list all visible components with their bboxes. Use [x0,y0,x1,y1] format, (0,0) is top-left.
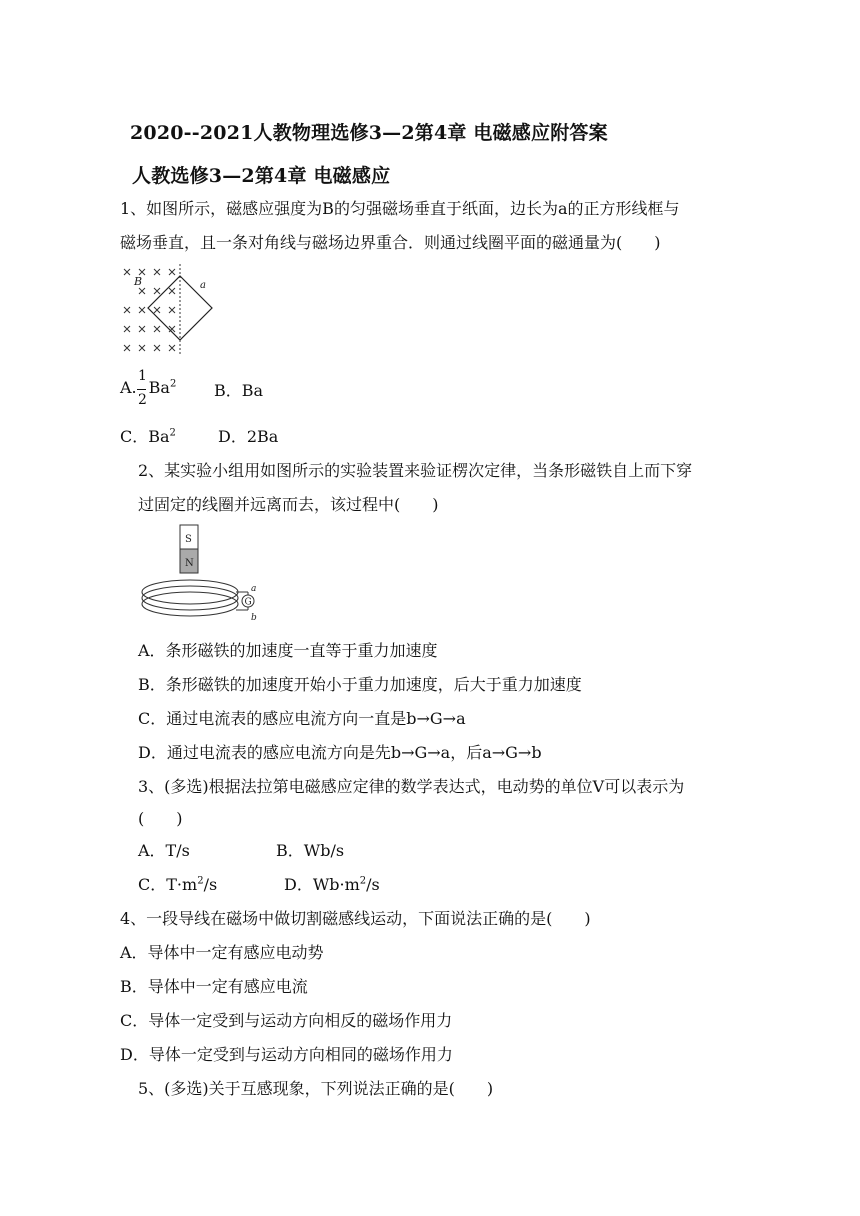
q5-stem: 5、(多选)关于互感现象，下列说法正确的是( ) [138,1079,494,1098]
galvanometer-g-label: G [244,597,252,608]
field-cross-mark [169,345,175,351]
field-cross-mark [139,288,145,294]
document-title: 2020--2021人教物理选修3—2第4章 电磁感应附答案 [130,122,608,144]
field-cross-mark [154,345,160,351]
field-cross-mark [124,307,130,313]
q2-stem-line2: 过固定的线圈并远离而去，该过程中( ) [138,495,439,514]
q3-option-a: A．T/s [138,841,190,860]
field-B-label: B [134,275,143,288]
q1-magnetic-field-figure [118,262,228,358]
coil-loops [142,580,238,616]
q1-option-c: C．Ba$^2$ [120,427,176,446]
field-cross-mark [154,307,160,313]
field-cross-mark [139,345,145,351]
q4-option-d: D．导体一定受到与运动方向相同的磁场作用力 [120,1045,453,1064]
q2-option-c: C．通过电流表的感应电流方向一直是b→G→a [138,709,466,728]
q3-option-d: D．$Wb\cdot m^2/s$ [284,875,380,894]
field-cross-mark [154,288,160,294]
field-cross-mark [169,288,175,294]
q2-stem-line1: 2、某实验小组用如图所示的实验装置来验证楞次定律，当条形磁铁自上而下穿 [138,461,693,480]
terminal-b-label: b [251,613,257,623]
q3-stem-line1: 3、(多选)根据法拉第电磁感应定律的数学表达式，电动势的单位V可以表示为 [138,777,685,796]
field-cross-mark [169,307,175,313]
magnet-s-label: S [185,534,192,545]
q1-option-d: D．2Ba [218,427,279,446]
field-cross-mark [154,269,160,275]
q1-option-a-denominator: 2 [138,392,147,408]
q3-stem-line2: ( ) [138,809,183,828]
magnet-n-label: N [185,558,194,569]
q3-option-c: C．$T\cdot m^2/s$ [138,875,218,894]
q2-option-d: D．通过电流表的感应电流方向是先b→G→a，后a→G→b [138,743,542,762]
field-cross-mark [124,326,130,332]
field-cross-mark [139,326,145,332]
q3-option-b: B．Wb/s [276,841,345,860]
q2-option-a: A．条形磁铁的加速度一直等于重力加速度 [138,641,438,660]
field-cross-mark [169,269,175,275]
side-a-label: a [200,280,206,291]
q4-option-a: A．导体中一定有感应电动势 [120,943,324,962]
field-cross-mark [124,345,130,351]
q4-stem: 4、一段导线在磁场中做切割磁感线运动，下面说法正确的是( ) [120,909,591,928]
q1-fraction-bar [137,389,146,390]
q1-option-a: A. Ba$^2$ [120,378,177,397]
q4-option-c: C．导体一定受到与运动方向相反的磁场作用力 [120,1011,453,1030]
q1-stem-line2: 磁场垂直，且一条对角线与磁场边界重合．则通过线圈平面的磁通量为( ) [120,233,661,252]
q1-option-a-numerator: 1 [138,368,147,384]
terminal-a-label: a [251,584,257,594]
section-title: 人教选修3—2第4章 电磁感应 [132,165,391,187]
field-cross-mark [169,326,175,332]
field-cross-mark [154,326,160,332]
q2-option-b: B．条形磁铁的加速度开始小于重力加速度，后大于重力加速度 [138,675,582,694]
q1-option-b: B．Ba [214,381,264,400]
q4-option-b: B．导体中一定有感应电流 [120,977,308,996]
field-cross-mark [124,269,130,275]
q2-magnet-coil-figure [136,520,266,626]
field-cross-mark [139,307,145,313]
q1-stem-line1: 1、如图所示，磁感应强度为B的匀强磁场垂直于纸面，边长为a的正方形线框与 [120,199,680,218]
